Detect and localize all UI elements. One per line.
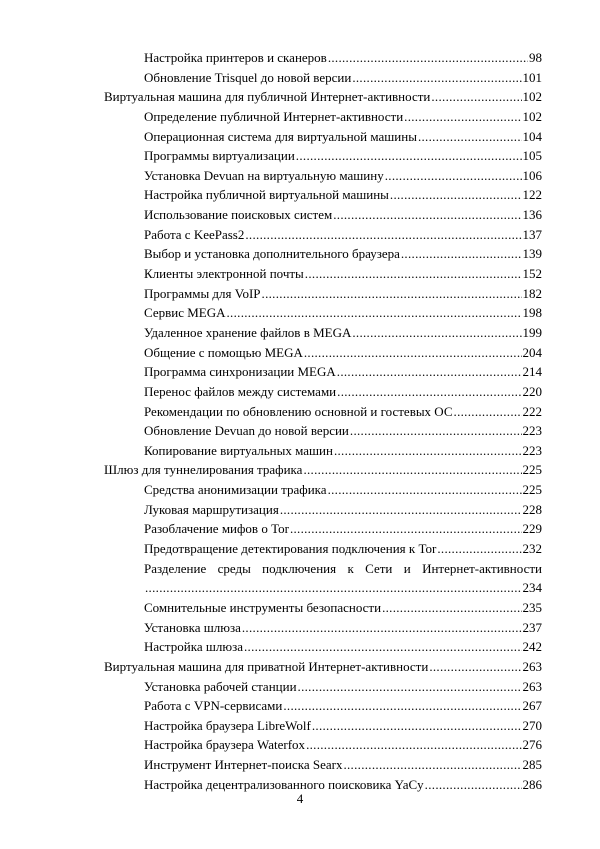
- toc-entry-title: Программа синхронизации MEGA: [144, 364, 336, 380]
- toc-entry-page-number: 104: [522, 128, 542, 144]
- toc-entry-leader: [333, 205, 521, 225]
- toc-entry-title: Обновление Trisquel до новой версии: [144, 69, 352, 85]
- toc-entry-title: Сомнительные инструменты безопасности: [144, 599, 382, 615]
- toc-entry[interactable]: [144, 677, 542, 697]
- toc-entry-page-number: 229: [522, 521, 542, 537]
- toc-entry-page-number: 263: [522, 678, 542, 694]
- toc-entry-page-number: 242: [522, 639, 542, 655]
- toc-entry-page-number: 225: [522, 482, 542, 498]
- toc-entry-title: Инструмент Интернет-поиска Searx: [144, 757, 343, 773]
- toc-entry[interactable]: [144, 618, 542, 638]
- toc-entry[interactable]: [104, 460, 542, 480]
- toc-entry[interactable]: [144, 343, 542, 363]
- toc-entry[interactable]: [144, 441, 542, 461]
- toc-entry-page-number: 214: [522, 364, 542, 380]
- toc-entry-leader: [298, 677, 522, 697]
- page-number: 4: [296, 791, 304, 806]
- toc-entry-page-number: 235: [522, 599, 542, 615]
- toc-entry-leader: [343, 755, 521, 775]
- toc-entry-page-number: 225: [522, 462, 542, 478]
- toc-entry-title: Виртуальная машина для приватной Интернет-активности: [104, 658, 429, 674]
- toc-entry-page-number: 285: [522, 757, 542, 773]
- toc-entry-title: Настройка браузера Waterfox: [144, 737, 306, 753]
- toc-entry-title: Работа с VPN-сервисами: [144, 698, 283, 714]
- toc-entry[interactable]: [144, 539, 542, 559]
- toc-entry[interactable]: [144, 323, 542, 343]
- toc-entry-title: Рекомендации по обновлению основной и гостевых ОС: [144, 403, 453, 419]
- toc-entry-title: Настройка публичной виртуальной машины: [144, 187, 389, 203]
- toc-entry-title: Сервис MEGA: [144, 305, 226, 321]
- toc-entry[interactable]: [144, 598, 542, 618]
- toc-entry-page-number: 182: [522, 285, 542, 301]
- toc-entry-page-number: 263: [522, 658, 542, 674]
- toc-entry-title: Определение публичной Интернет-активности: [144, 108, 404, 124]
- toc-entry-title: Установка Devuan на виртуальную машину: [144, 167, 384, 183]
- toc-entry-leader: [454, 402, 522, 422]
- toc-entry-leader: [304, 343, 522, 363]
- toc-entry-title: Использование поисковых систем: [144, 207, 333, 223]
- toc-entry-leader: [290, 519, 522, 539]
- toc-entry-leader: [431, 87, 521, 107]
- toc-entry-title: Перенос файлов между системами: [144, 383, 337, 399]
- toc-entry[interactable]: [144, 696, 542, 716]
- toc-entry[interactable]: [144, 421, 542, 441]
- toc-entry-leader: [296, 146, 522, 166]
- toc-entry[interactable]: [144, 559, 542, 598]
- toc-entry-title: Средства анонимизации трафика: [144, 482, 327, 498]
- toc-entry[interactable]: [144, 107, 542, 127]
- toc-entry-page-number: 98: [529, 50, 542, 65]
- toc-entry[interactable]: [144, 519, 542, 539]
- toc-entry[interactable]: [144, 244, 542, 264]
- toc-entry[interactable]: [144, 382, 542, 402]
- toc-entry-page-number: 267: [522, 698, 542, 714]
- toc-entry[interactable]: [144, 205, 542, 225]
- toc-entry[interactable]: [144, 284, 542, 304]
- toc-entry-leader: [283, 696, 521, 716]
- toc-entry-leader: [385, 166, 522, 186]
- toc-entry-title: Установка шлюза: [144, 619, 241, 635]
- toc-entry-page-number: 204: [522, 344, 542, 360]
- toc-entry-leader: [390, 185, 522, 205]
- toc-entry[interactable]: [144, 362, 542, 382]
- toc-entry-page-number: 237: [522, 619, 542, 635]
- toc-entry-page-number: 152: [522, 266, 542, 282]
- toc-entry-page-number: 106: [522, 167, 542, 183]
- toc-entry-page-number: 136: [522, 207, 542, 223]
- toc-entry-title: Установка рабочей станции: [144, 678, 297, 694]
- toc-entry-leader: [337, 362, 522, 382]
- toc-entry-page-number: 137: [522, 226, 542, 242]
- toc-entry[interactable]: [144, 146, 542, 166]
- toc-entry-title: Копирование виртуальных машин: [144, 442, 333, 458]
- toc-entry-title: Программы для VoIP: [144, 285, 261, 301]
- toc-entry-page-number: 232: [522, 541, 542, 557]
- toc-entry[interactable]: [144, 68, 542, 88]
- toc-entry-page-number: 228: [522, 501, 542, 517]
- toc-entry-page-number: 102: [522, 89, 542, 105]
- toc-entry-title: Виртуальная машина для публичной Интернет-активности: [104, 89, 431, 105]
- toc-entry-leader: [437, 539, 521, 559]
- toc-entry-page-number: 234: [522, 580, 542, 596]
- toc-entry[interactable]: [144, 637, 542, 657]
- toc-entry-title: Удаленное хранение файлов в MEGA: [144, 324, 352, 340]
- toc-entry-page-number: 223: [522, 423, 542, 439]
- toc-entry-title: Выбор и установка дополнительного браузера: [144, 246, 400, 262]
- toc-entry[interactable]: [104, 657, 542, 677]
- toc-entry-title: Предотвращение детектирования подключения к Tor: [144, 541, 437, 557]
- toc-entry[interactable]: [144, 755, 542, 775]
- toc-entry[interactable]: [144, 716, 542, 736]
- toc-entry-leader: [312, 716, 522, 736]
- toc-entry-leader: [280, 500, 522, 520]
- toc-entry-page-number: 198: [522, 305, 542, 321]
- toc-entry-leader: [334, 441, 522, 461]
- toc-entry-leader: [306, 735, 521, 755]
- toc-entry-page-number: 102: [522, 108, 542, 124]
- toc-entry[interactable]: [144, 735, 542, 755]
- toc-entry[interactable]: [144, 264, 542, 284]
- toc-entry[interactable]: [144, 480, 542, 500]
- toc-entry-page-number: 101: [522, 69, 542, 85]
- table-of-contents: [0, 48, 600, 794]
- toc-entry-page-number: 223: [522, 442, 542, 458]
- toc-entry[interactable]: [144, 127, 542, 147]
- toc-entry-page-number: 220: [522, 383, 542, 399]
- toc-entry-leader: [328, 48, 528, 68]
- toc-entry[interactable]: [144, 303, 542, 323]
- toc-entry[interactable]: [144, 500, 542, 520]
- toc-entry-leader: [401, 244, 522, 264]
- toc-entry-title: Программы виртуализации: [144, 148, 295, 164]
- toc-entry-leader: [418, 127, 522, 147]
- toc-entry-page-number: 270: [522, 717, 542, 733]
- toc-entry-leader: [350, 421, 522, 441]
- toc-entry-leader: [337, 382, 521, 402]
- toc-entry-leader: [244, 637, 522, 657]
- toc-entry-leader: [145, 578, 522, 598]
- toc-entry-leader: [242, 618, 522, 638]
- toc-entry-title: Луковая маршрутизация: [144, 501, 279, 517]
- toc-entry-leader: [382, 598, 521, 618]
- toc-entry-leader: [262, 284, 522, 304]
- toc-entry-title: Работа с KeePass2: [144, 226, 245, 242]
- toc-entry-leader: [352, 323, 521, 343]
- toc-entry-title: Клиенты электронной почты: [144, 266, 304, 282]
- toc-entry-leader: [352, 68, 521, 88]
- toc-entry-leader: [328, 480, 522, 500]
- toc-entry-leader: [429, 657, 521, 677]
- toc-entry-title: Настройка децентрализованного поисковика YaCy: [144, 776, 424, 792]
- toc-entry[interactable]: [144, 185, 542, 205]
- toc-entry[interactable]: [144, 48, 542, 68]
- toc-entry-page-number: 122: [522, 187, 542, 203]
- toc-entry-leader: [404, 107, 521, 127]
- toc-entry[interactable]: [144, 225, 542, 245]
- toc-entry-leader: [227, 303, 522, 323]
- toc-entry-leader: [303, 460, 521, 480]
- toc-entry-page-number: 276: [522, 737, 542, 753]
- toc-entry-page-number: 286: [522, 776, 542, 792]
- toc-entry[interactable]: [144, 402, 542, 422]
- toc-entry-title: Настройка принтеров и сканеров: [144, 50, 327, 65]
- toc-entry-title: Шлюз для туннелирования трафика: [104, 462, 303, 478]
- toc-entry-title: Разоблачение мифов о Tor: [144, 521, 289, 537]
- toc-entry-page-number: 139: [522, 246, 542, 262]
- toc-entry-title: Настройка браузера LibreWolf: [144, 717, 311, 733]
- toc-entry-title: Настройка шлюза: [144, 639, 243, 655]
- toc-entry-page-number: 222: [522, 403, 542, 419]
- toc-entry-title: Операционная система для виртуальной машины: [144, 128, 417, 144]
- toc-entry-title: Разделение среды подключения к Сети и Интернет-активности: [144, 560, 542, 576]
- toc-entry-title: Общение с помощью MEGA: [144, 344, 303, 360]
- toc-entry[interactable]: [104, 87, 542, 107]
- toc-entry-page-number: 105: [522, 148, 542, 164]
- toc-entry-leader: [245, 225, 521, 245]
- toc-entry[interactable]: [144, 166, 542, 186]
- toc-entry-page-number: 199: [522, 324, 542, 340]
- toc-entry-leader: [305, 264, 522, 284]
- toc-entry-title: Обновление Devuan до новой версии: [144, 423, 349, 439]
